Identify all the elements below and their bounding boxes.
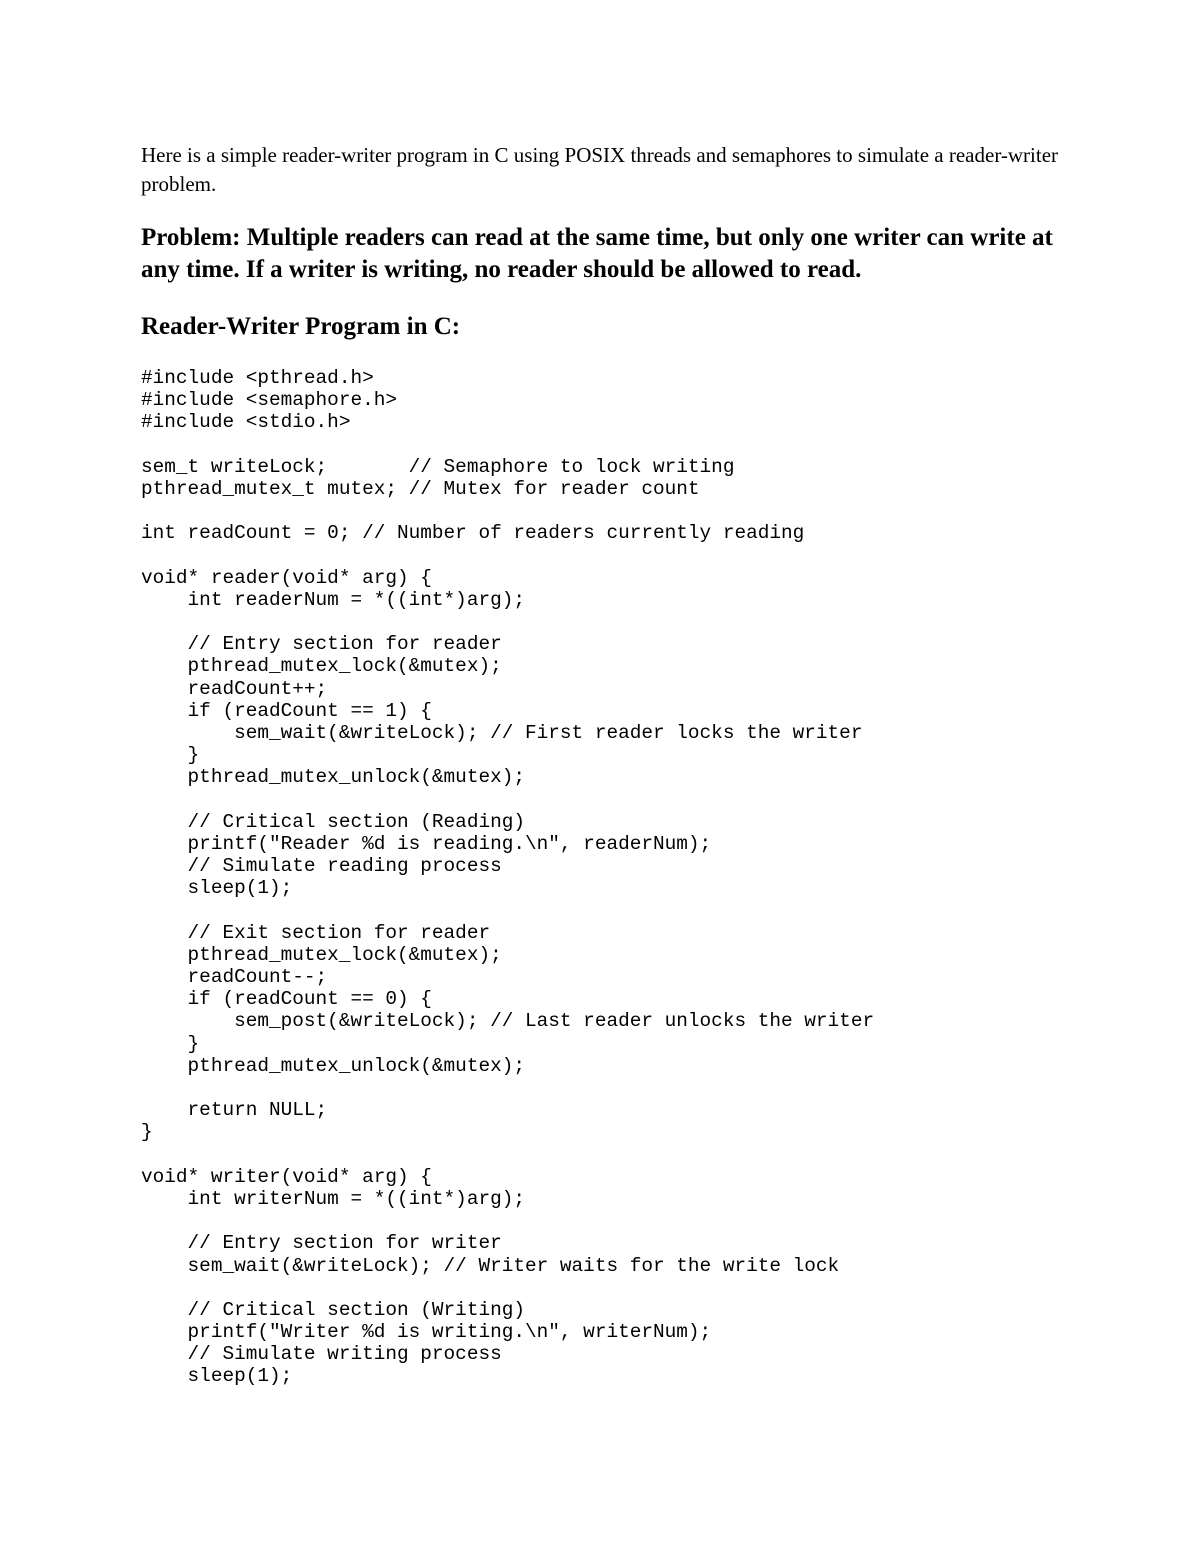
- code-line: pthread_mutex_lock(&mutex);: [141, 943, 502, 966]
- code-line: [141, 1077, 1141, 1099]
- code-line: // Exit section for reader: [141, 921, 491, 944]
- code-line: if (readCount == 0) {: [141, 988, 432, 1011]
- code-line: // Critical section (Reading): [141, 810, 525, 833]
- code-line: pthread_mutex_unlock(&mutex);: [141, 766, 525, 789]
- code-line: printf("Reader %d is reading.\n", readerNum);: [141, 832, 712, 855]
- code-line: // Simulate reading process: [141, 855, 502, 878]
- code-line: sem_wait(&writeLock); // First reader locks the writer: [141, 722, 863, 744]
- code-line: int readCount = 0; // Number of readers currently reading: [141, 522, 805, 545]
- code-line: #include <stdio.h>: [141, 411, 351, 434]
- code-line: readCount++;: [141, 677, 328, 700]
- code-line: readCount--;: [141, 966, 328, 989]
- code-line: // Simulate writing process: [141, 1343, 502, 1366]
- code-line: [141, 1277, 1141, 1299]
- problem-statement: Problem: Multiple readers can read at the same time, but only one writer can write at any time. If a writer is writing, no reader should be allowed to read.: [141, 224, 1053, 283]
- code-line: }: [141, 1032, 200, 1055]
- section-heading: Reader-Writer Program in C:: [141, 313, 461, 340]
- code-line: void* reader(void* arg) {: [141, 566, 432, 589]
- intro-paragraph: Here is a simple reader-writer program in C using POSIX threads and semaphores to simulate a reader-writer problem.: [141, 143, 1059, 196]
- code-line: #include <pthread.h>: [141, 367, 374, 389]
- code-line: sleep(1);: [141, 1365, 293, 1388]
- code-line: [141, 434, 1141, 456]
- code-line: [141, 900, 1141, 922]
- code-line: [141, 500, 1141, 522]
- code-line: [141, 611, 1141, 633]
- code-line: return NULL;: [141, 1099, 328, 1122]
- code-line: sem_t writeLock; // Semaphore to lock writing: [141, 455, 735, 478]
- code-line: void* writer(void* arg) {: [141, 1165, 432, 1188]
- code-line: sleep(1);: [141, 877, 293, 900]
- code-line: }: [141, 744, 200, 767]
- code-line: int readerNum = *((int*)arg);: [141, 588, 525, 611]
- code-line: // Entry section for reader: [141, 633, 502, 656]
- code-line: int writerNum = *((int*)arg);: [141, 1187, 525, 1210]
- code-line: [141, 1210, 1141, 1232]
- code-line: sem_post(&writeLock); // Last reader unlocks the writer: [141, 1010, 875, 1033]
- code-line: sem_wait(&writeLock); // Writer waits for the write lock: [141, 1254, 840, 1277]
- code-line: pthread_mutex_lock(&mutex);: [141, 655, 502, 678]
- code-line: #include <semaphore.h>: [141, 389, 397, 412]
- code-line: pthread_mutex_unlock(&mutex);: [141, 1054, 525, 1077]
- code-line: if (readCount == 1) {: [141, 699, 432, 722]
- code-line: }: [141, 1121, 153, 1144]
- code-block: [141, 367, 1141, 1388]
- code-line: pthread_mutex_t mutex; // Mutex for reader count: [141, 477, 700, 500]
- code-line: printf("Writer %d is writing.\n", writerNum);: [141, 1321, 712, 1344]
- code-line: // Critical section (Writing): [141, 1298, 525, 1321]
- code-line: // Entry section for writer: [141, 1232, 502, 1255]
- code-line: [141, 789, 1141, 811]
- code-line: [141, 545, 1141, 567]
- code-line: [141, 1144, 1141, 1166]
